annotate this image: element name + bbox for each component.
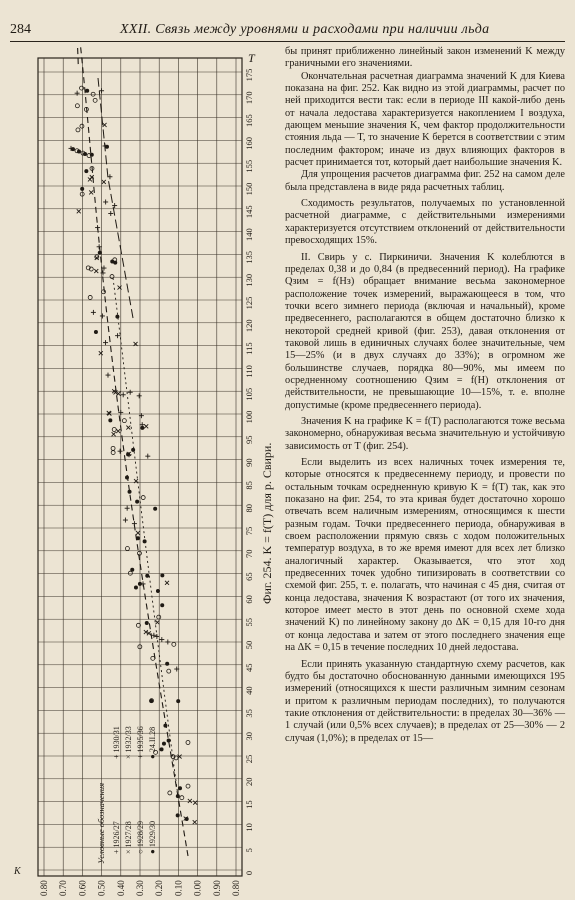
data-point [108, 418, 112, 422]
data-point [176, 813, 180, 817]
x-tick-label: 155 [244, 159, 254, 173]
x-tick-label: 75 [244, 526, 254, 536]
x-tick-label: 10 [244, 823, 254, 832]
data-point [98, 251, 102, 255]
x-tick-label: 105 [244, 387, 254, 401]
x-tick-label: 20 [244, 777, 254, 787]
data-point [105, 145, 109, 149]
data-point [178, 786, 182, 790]
data-point [172, 642, 176, 646]
data-point [77, 150, 81, 154]
data-point [137, 551, 141, 555]
data-point [160, 573, 164, 577]
paragraph: Если принять указанную стандартную схему расчетов, как будто бы достаточно обоснованную данными имеющихся 195 измерений (относящихся к шести различным зимним сезонам и притом к различным периодам последних), то получаются такие отклонения от действительности: в пределах 30—36% — 1 случай (или 0,5% всех случаев); в пределах от 25—30% — 2 случая (1,0%); в пределах от 15— [285, 658, 565, 744]
legend-entry: + 1930/31 [112, 726, 121, 759]
aux-curve [113, 278, 178, 796]
x-tick-label: 40 [244, 686, 254, 695]
x-tick-label: 130 [244, 273, 254, 287]
body-text [285, 46, 565, 745]
data-point [122, 419, 126, 423]
data-point [136, 536, 140, 540]
data-point [167, 669, 171, 673]
y-tick-label: 0.70 [58, 880, 69, 896]
data-point [111, 451, 115, 455]
y-axis-label: K [14, 866, 21, 877]
x-tick-label: 115 [244, 342, 254, 355]
data-point [141, 496, 145, 500]
x-tick-label: 60 [244, 595, 254, 604]
x-tick-label: 175 [244, 68, 254, 82]
data-point [130, 568, 134, 572]
data-point [80, 124, 84, 128]
data-point [168, 791, 172, 795]
data-point [125, 547, 129, 551]
x-tick-label: 45 [244, 663, 254, 673]
x-tick-label: 0 [244, 870, 254, 876]
data-point [156, 589, 160, 593]
x-tick-label: 170 [244, 91, 254, 105]
x-tick-label: 35 [244, 709, 254, 718]
data-point [88, 295, 92, 299]
data-point [176, 699, 180, 703]
y-tick-label: 0.50 [96, 880, 107, 896]
data-point [115, 315, 119, 319]
figure-graph [10, 44, 278, 900]
data-point [135, 500, 139, 504]
legend-entry: + 1926/27 [112, 821, 121, 854]
data-point [162, 742, 166, 746]
x-tick-label: 120 [244, 319, 254, 333]
y-tick-label: 0.00 [192, 880, 203, 896]
data-point [90, 153, 94, 157]
data-point [163, 724, 167, 728]
data-point [112, 428, 116, 432]
data-point [91, 92, 95, 96]
x-tick-label: 80 [244, 503, 254, 513]
y-tick-label: 0.90 [211, 880, 222, 896]
data-point [84, 169, 88, 173]
legend-title: Условные обозначения [96, 782, 106, 864]
legend-entry: ● 1929/30 [148, 820, 157, 854]
data-point [94, 330, 98, 334]
data-point [145, 574, 149, 578]
x-tick-label: 5 [244, 848, 254, 853]
data-point [85, 89, 89, 93]
x-tick-label: 135 [244, 251, 254, 264]
data-point [110, 275, 114, 279]
data-point [111, 446, 115, 450]
data-point [75, 104, 79, 108]
data-point [140, 426, 144, 430]
data-point [160, 603, 164, 607]
data-point [157, 615, 161, 619]
header-rule [10, 41, 565, 42]
y-tick-label: 0.80 [231, 880, 241, 896]
x-tick-label: 140 [244, 228, 254, 241]
data-point [167, 738, 171, 742]
paragraph: бы принят приближенно линейный закон изменений K между граничными его значениями. [285, 46, 565, 70]
x-tick-label: 90 [244, 458, 254, 467]
data-point [185, 817, 189, 821]
data-point [93, 98, 97, 102]
figure-caption: Фиг. 254. K = f(T) для р. Свири. [260, 442, 274, 604]
x-tick-label: 15 [244, 800, 254, 809]
page-number: 284 [10, 22, 31, 37]
x-tick-label: 160 [244, 137, 254, 150]
data-point [145, 621, 149, 625]
legend-entry: + 1935/36 [136, 726, 145, 759]
x-tick-label: 110 [244, 365, 254, 378]
page-header [0, 0, 575, 40]
data-point [153, 507, 157, 511]
paragraph: Для упрощения расчетов диаграмма фиг. 252 на самом деле была представлена в виде ряда расчетных таблиц. [285, 169, 565, 193]
x-tick-label: 165 [244, 114, 254, 127]
data-point [125, 475, 129, 479]
data-point [143, 539, 147, 543]
x-tick-label: 145 [244, 205, 254, 219]
paragraph: Сходимость результатов, получаемых по установленной расчетной диаграмме, с действительными измерениями характеризуется отсутствием отклонений от действительности превосходящих 15%. [285, 198, 565, 247]
data-point [176, 794, 180, 798]
legend-entry: ○ 1928/29 [136, 820, 145, 854]
legend-entry: × 1932/33 [124, 726, 133, 759]
paragraph: Значения K на графике K = f(T) располагаются тоже весьма закономерно, обнаруживая весьма значительную и устойчивую зависимость от T (фиг. 254). [285, 415, 565, 452]
x-tick-label: 85 [244, 481, 254, 490]
data-point [128, 490, 132, 494]
data-point [83, 152, 87, 156]
x-tick-label: 65 [244, 572, 254, 581]
paragraph: Если выделить из всех наличных точек измерения те, которые относятся к предвесеннему периоду, и провести по остальным точкам осредненную кривую K = f(T) так, как это показано на фиг. 254, то эта кривая будет достаточно хорошо отвечать всем наличным измерениям, относящимся к шести разным годам. Точки предвесеннего периода, обнаруживая в своем расположении прямую связь с ходом положительных температур воздуха, в то же время имеют для всех лет близко аналогичный характер. Оказывается, что этот ход предвесенних точек удобно типизировать в соответствии со схемой фиг. 255, т. е. полагать, что начиная с 45 дня, считая от конца ледостава, значения K возрастают (от того их значения, которое имеет место в этот день по основной схеме хода значений K) по линейному закону до ΔK = 0,15 для 10-го дня от конца ледостава и затем от этого последнего значения еще на ΔK = 0,15 в течение последних 10 дней ледостава. [285, 457, 565, 654]
x-tick-label: 55 [244, 617, 254, 627]
legend-entry: × 1927/28 [124, 821, 133, 854]
y-tick-label: 0.60 [77, 880, 88, 896]
x-tick-label: 125 [244, 296, 254, 310]
x-axis-label: T [248, 51, 255, 65]
y-tick-label: 0.40 [115, 880, 126, 896]
figure-254 [10, 44, 278, 900]
data-point [165, 662, 169, 666]
running-head: XXII. Связь между уровнями и расходами при наличии льда [120, 22, 490, 37]
data-point [128, 571, 132, 575]
y-tick-label: 0.30 [135, 880, 145, 896]
y-tick-label: 0.10 [173, 880, 184, 896]
data-point [71, 147, 75, 151]
data-point [80, 187, 84, 191]
data-point [76, 128, 80, 132]
data-point [151, 656, 155, 660]
y-tick-label: 0.20 [154, 880, 165, 896]
data-point [180, 796, 184, 800]
legend-entry: ● 24.II.28 [148, 726, 157, 759]
x-tick-label: 150 [244, 182, 254, 196]
data-point [102, 290, 106, 294]
x-tick-label: 70 [244, 549, 254, 559]
data-point [160, 747, 164, 751]
data-point [186, 784, 190, 788]
data-point [134, 586, 138, 590]
x-tick-label: 50 [244, 640, 254, 650]
data-point [80, 86, 84, 90]
x-tick-label: 100 [244, 410, 254, 424]
x-tick-label: 95 [244, 435, 254, 445]
data-point [186, 741, 190, 745]
x-tick-label: 30 [244, 731, 254, 741]
y-tick-label: 0.80 [39, 880, 49, 896]
data-point [131, 448, 135, 452]
paragraph: II. Свирь у с. Пиркиничи. Значения K колеблются в пределах 0,38 и до 0,84 (в предвесенний период). На графике Qзим = f(Hз) обращает внимание весьма закономерное расположение точек измерений, выражающееся в том, что точки всего зимнего периода (включая и начальный), кроме предвесеннего, располагаются в общем достаточно близко к некоторой средней кривой (фиг. 253), давая отклонения от таковой лишь в единичных случаях более значительные, чем 15—25% (и в двух случаях до 33%); в огромном же большинстве случаев, порядка 80—90%, мы имеем по осредненному соотношению Qзим = f(H) отклонения от действительности, не превышающие 10—15%, т. е. вполне допустимые (кроме предвесеннего периода). [285, 251, 565, 411]
x-tick-label: 25 [244, 754, 254, 764]
paragraph: Окончательная расчетная диаграмма значений K для Киева показана на фиг. 252. Как видно из этой диаграммы, расчет по ней приходится вести так: если в периоде III какой-либо день от начала ледостава характеризуется накоплением I воздуха, дающем меньшие значения K, чем фактор продолжительности стояния льда — T, то значение K берется в соответствии с этим последним фактором; иначе из двух влияющих факторов в расчет принимается тот, который дает наибольшие значения K. [285, 70, 565, 169]
